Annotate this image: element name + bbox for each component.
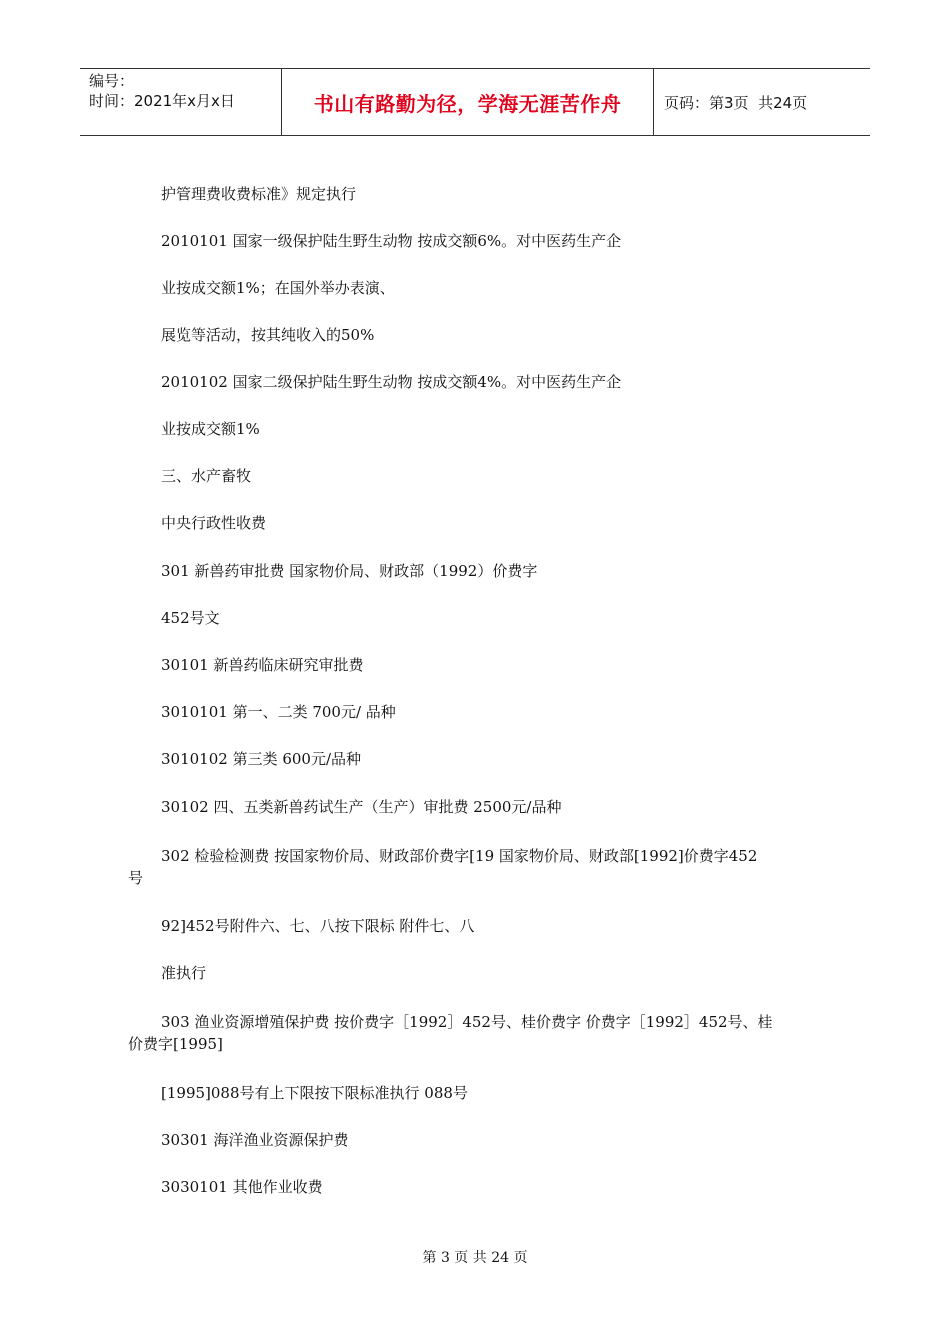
body-line: 2010101 国家一级保护陆生野生动物 按成交额6%。对中医药生产企: [161, 232, 622, 250]
body-line: 30101 新兽药临床研究审批费: [161, 656, 364, 674]
header-page-info: [654, 69, 870, 135]
body-line: 452号文: [161, 609, 220, 627]
header-meta: [80, 69, 282, 135]
body-line: 2010102 国家二级保护陆生野生动物 按成交额4%。对中医药生产企: [161, 373, 622, 391]
body-line: 30301 海洋渔业资源保护费: [161, 1131, 349, 1149]
header-page-text: 页码：第3页 共24页: [664, 93, 808, 112]
document-header: [80, 68, 870, 136]
wrapped-line-second: 号: [128, 869, 144, 887]
body-line: [1995]088号有上下限按下限标准执行 088号: [161, 1084, 468, 1102]
body-wrapped-paragraph: [128, 845, 829, 889]
body-line: 92]452号附件六、七、八按下限标 附件七、八: [161, 917, 475, 935]
body-line: 业按成交额1%: [161, 420, 260, 438]
body-line: 护管理费收费标准》规定执行: [161, 185, 357, 203]
body-line: 301 新兽药审批费 国家物价局、财政部（1992）价费字: [161, 562, 538, 580]
body-line: 3030101 其他作业收费: [161, 1178, 323, 1196]
section-heading: 三、水产畜牧: [161, 467, 252, 485]
wrapped-line-first: 302 检验检测费 按国家物价局、财政部价费字[19 国家物价局、财政部[1992]价费字452: [161, 847, 758, 865]
document-time-label: 时间：2021年x月x日: [89, 92, 235, 110]
body-line: 业按成交额1%；在国外举办表演、: [161, 279, 395, 297]
body-line: 准执行: [161, 964, 207, 982]
body-line: 中央行政性收费: [161, 514, 267, 532]
body-line: 3010101 第一、二类 700元/ 品种: [161, 703, 396, 721]
body-line: 30102 四、五类新兽药试生产（生产）审批费 2500元/品种: [161, 798, 562, 816]
body-line: 展览等活动，按其纯收入的50%: [161, 326, 375, 344]
body-wrapped-paragraph: [128, 1011, 829, 1055]
wrapped-line-second: 价费字[1995]: [128, 1035, 223, 1053]
document-number-label: 编号：: [89, 72, 135, 90]
body-line: 3010102 第三类 600元/品种: [161, 750, 362, 768]
wrapped-line-first: 303 渔业资源增殖保护费 按价费字［1992］452号、桂价费字 价费字［1992］452号、桂: [161, 1013, 773, 1031]
header-motto: 书山有路勤为径，学海无涯苦作舟: [282, 69, 654, 135]
page-footer: 第 3 页 共 24 页: [422, 1250, 528, 1266]
